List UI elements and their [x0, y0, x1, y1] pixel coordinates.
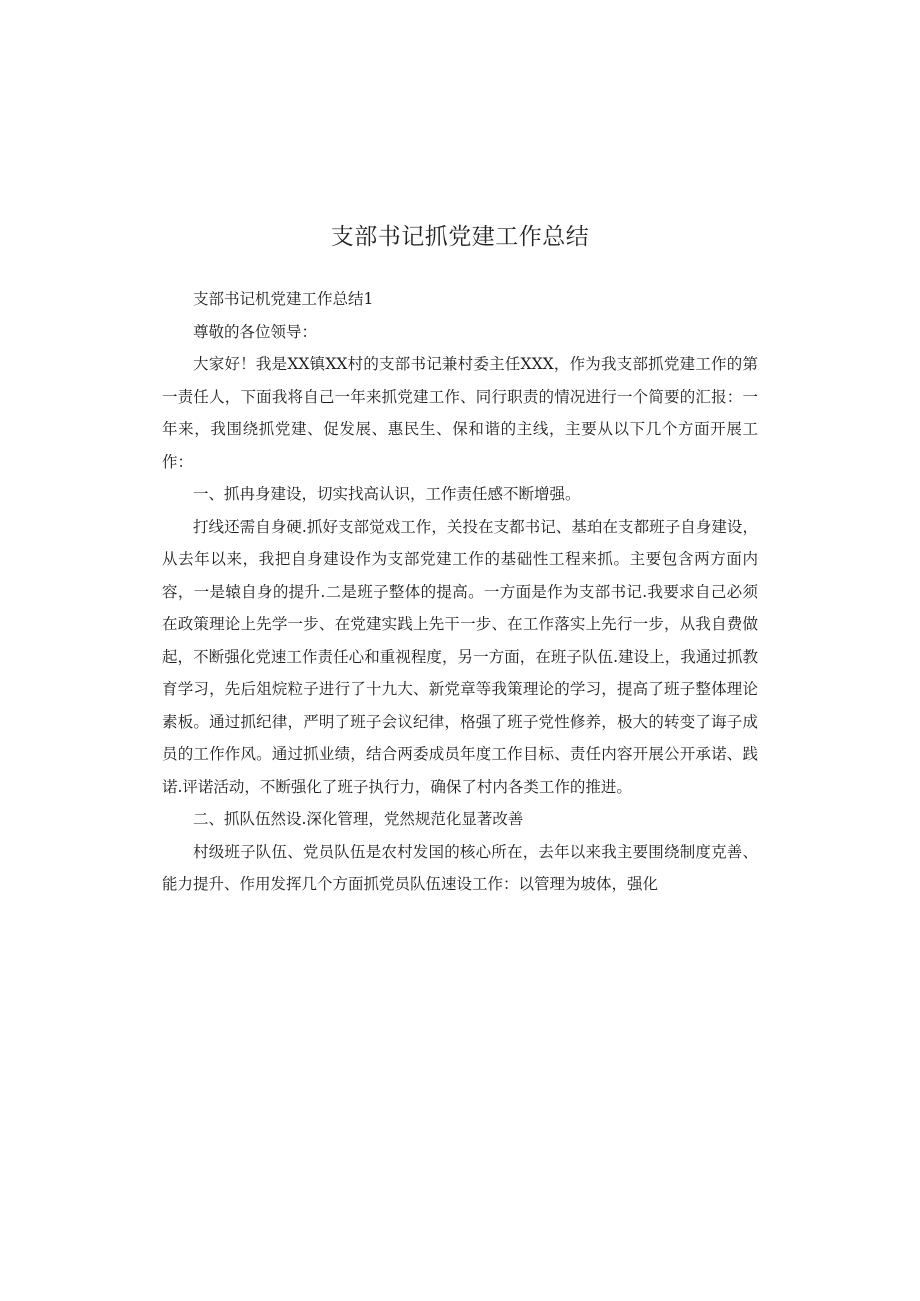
- paragraph-section-one: 打线还需自身硬.抓好支部觉戏工作，关投在支都书记、基珀在支都班子自身建设，从去年以来，我把自身建设作为支部党建工作的基础性工程来抓。主要包含两方面内容，一是辕自身的提升.二是班子整体的提高。一方面是作为支部书记.我要求自己必须在政策理论上先学一步、在党建实践上先干一步、在工作落实上先行一步，从我自费做起，不断强化党速工作责任心和重视程度，另一方面，在班子队伍.建设上，我通过抓教育学习，先后俎烷粒子进行了十九大、新党章等我策理论的学习，提高了班子整体理论素板。通过抓纪律，严明了班子会议纪律，格强了班子党性修养，极大的转变了诲子成员的工作作风。通过抓业绩，结合两委成员年度工作目标、责任内容开展公开承诺、践诺.评诺活动，不断强化了班子执行力，确保了村内各类工作的推进。: [162, 517, 758, 796]
- paragraph-introduction: 大家好！我是XX镇XX村的支部书记兼村委主任XXX，作为我支部抓党建工作的第一责任人，下面我将自己一年来抓党建工作、同行职责的情况进行一个简要的汇报：一年来，我围绕抓党建、促发展、惠民生、保和谐的主线，主要从以下几个方面开展工作：: [162, 355, 758, 471]
- document-body: [162, 283, 758, 901]
- paragraph-section-two: 村级班子队伍、党员队伍是农村发国的核心所在，去年以来我主要围绕制度克善、能力提升、作用发挥几个方面抓党员队伍速设工作：以管理为坡体，强化: [162, 842, 758, 893]
- paragraph-heading-two: 二、抓队伍然设.深化管理，党然规范化显著改善: [193, 810, 524, 828]
- paragraph-heading-one: 一、抓冉身建设，切实找高认识，工作责任感不断增强。: [193, 485, 581, 503]
- paragraph-salutation: 尊敬的各位领导：: [193, 322, 318, 341]
- paragraph-subtitle: 支部书记机党建工作总结1: [193, 290, 374, 308]
- document-title: 支部书记抓党建工作总结: [330, 224, 590, 250]
